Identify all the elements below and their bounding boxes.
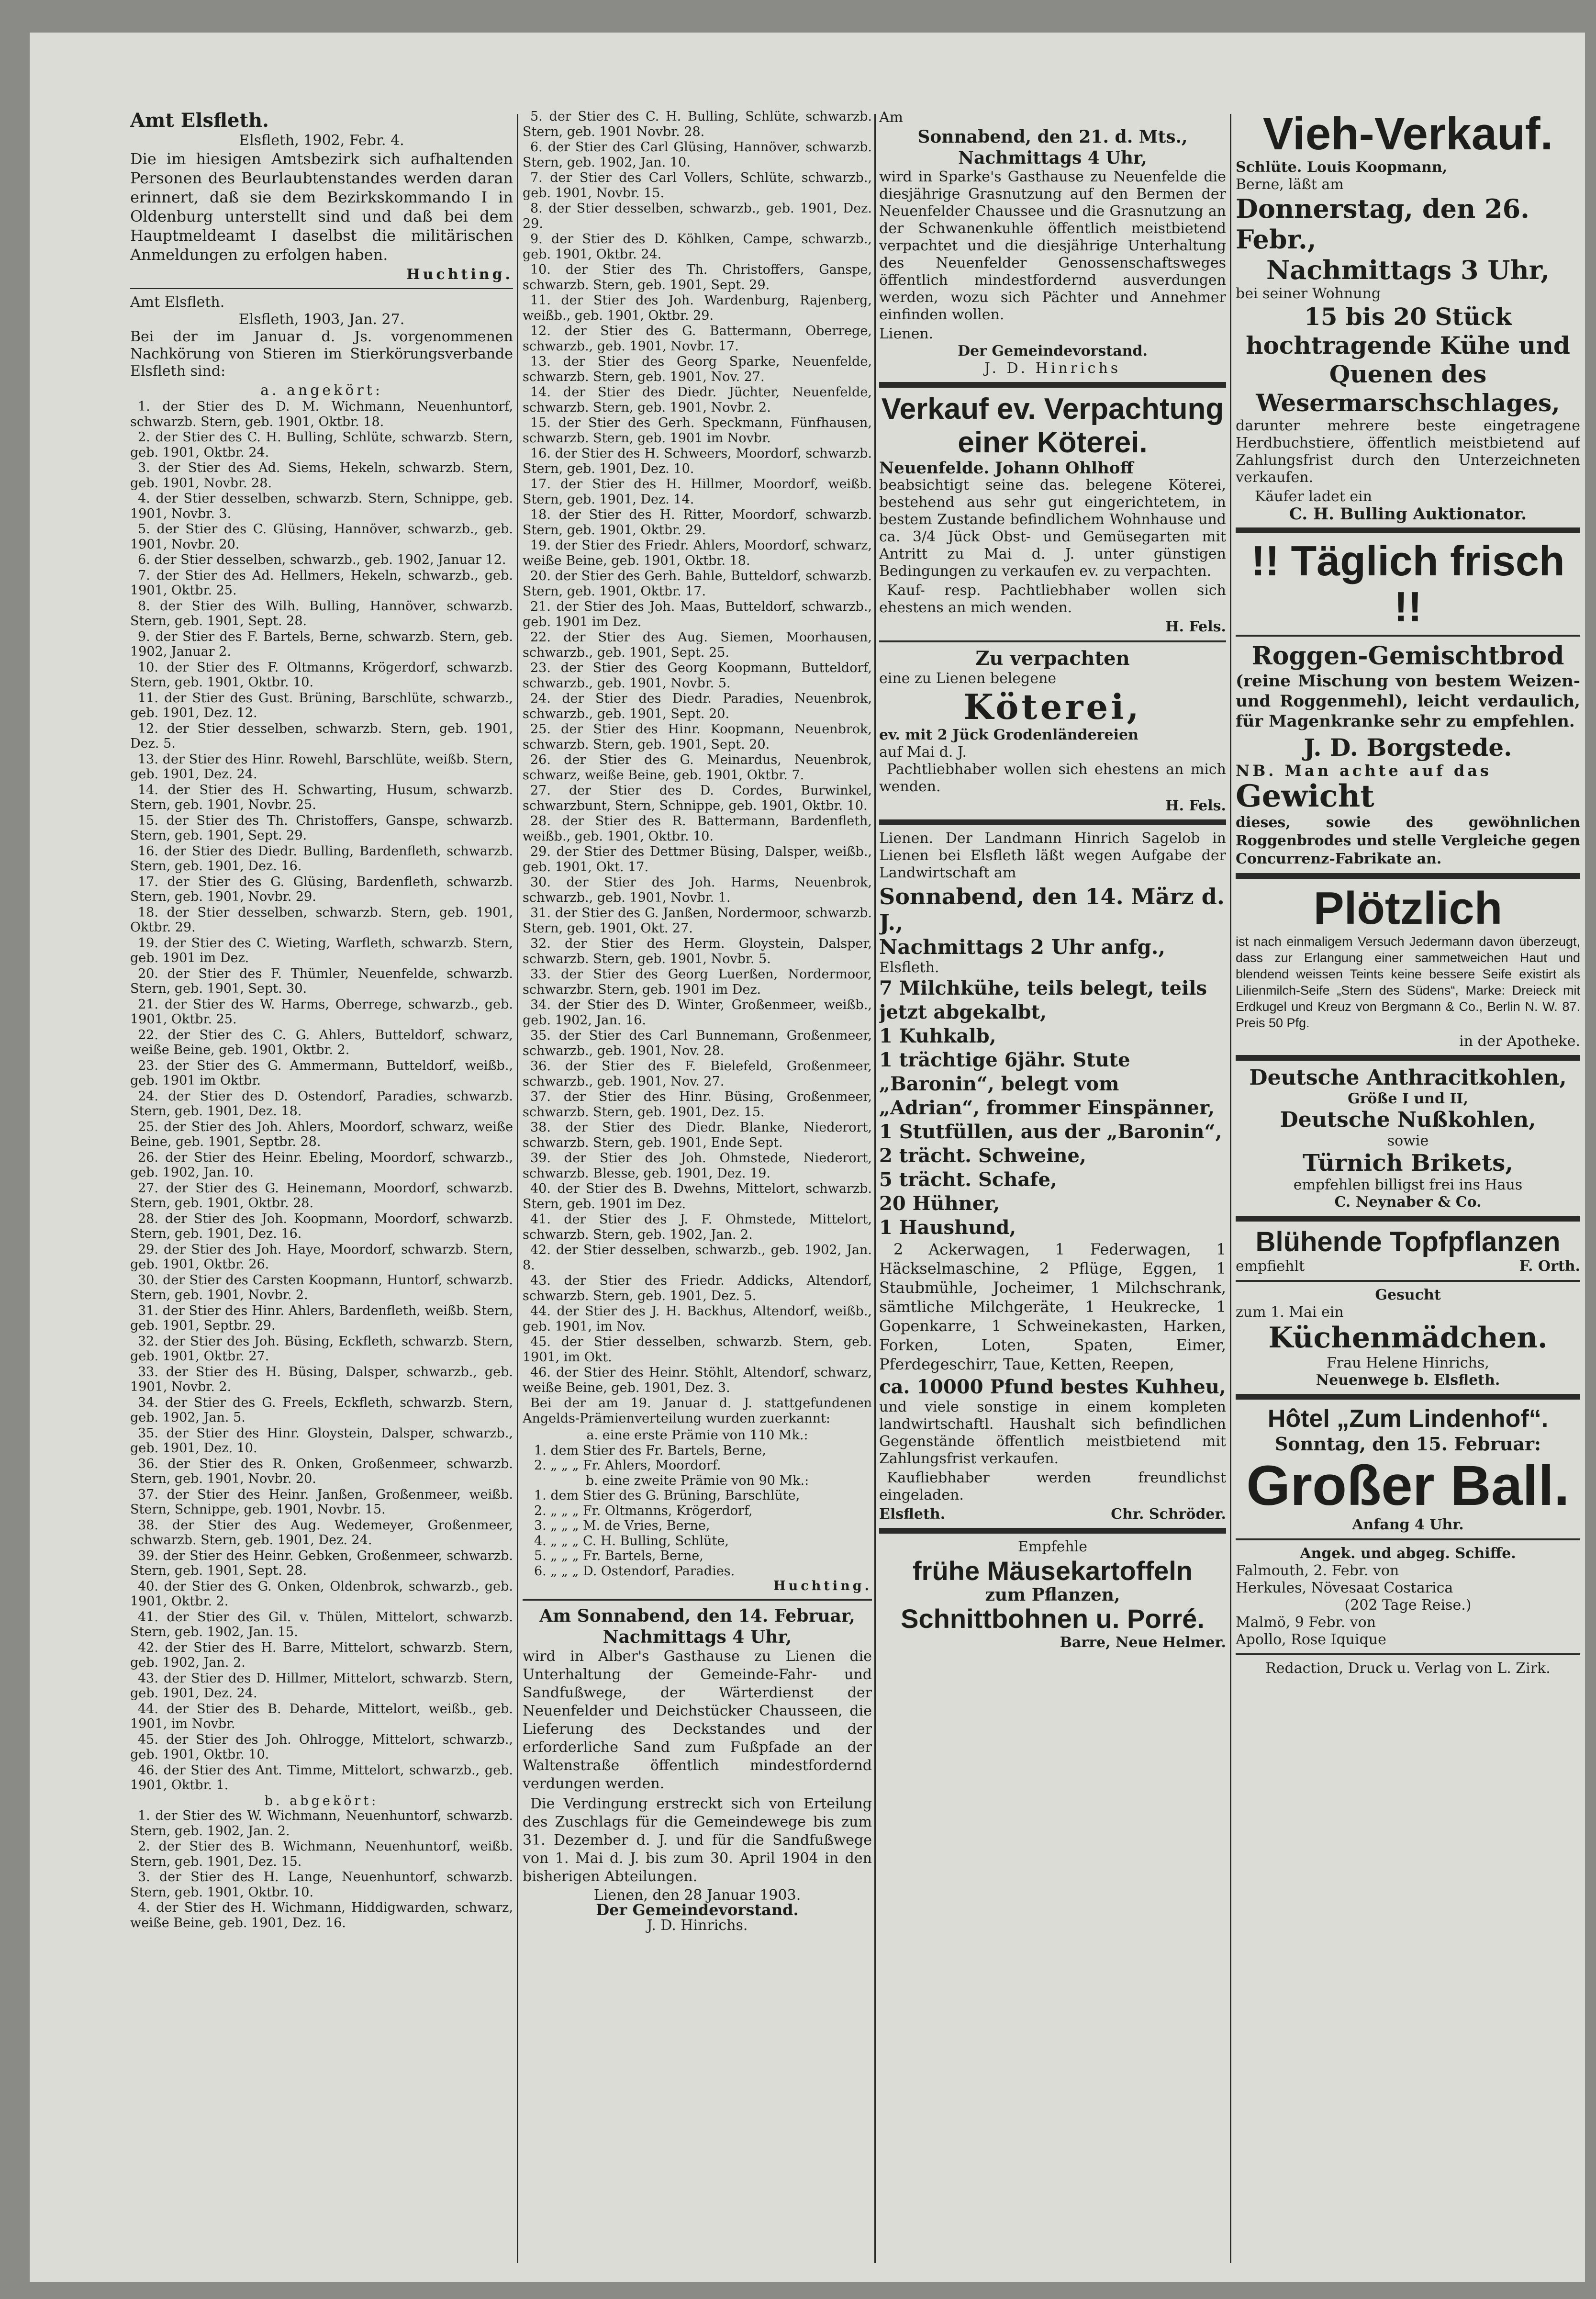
list-item: 14. der Stier des Diedr. Jüchter, Neuenfelde, schwarzb. Stern, geb. 1901, Novbr. 2.	[523, 385, 872, 415]
signature: H. Fels.	[1165, 618, 1226, 635]
ad-title-taeglich-frisch: !! Täglich frisch !!	[1251, 537, 1565, 630]
list-item: 18. der Stier des H. Ritter, Moordorf, schwarzb. Stern, geb. 1901, Oktbr. 29.	[523, 507, 872, 538]
list-item: 21. der Stier des W. Harms, Oberrege, schwarzb., geb. 1901, Oktbr. 25.	[130, 997, 513, 1027]
list-item: 29. der Stier des Dettmer Büsing, Dalsper, weißb., geb. 1901, Okt. 17.	[523, 844, 872, 875]
ad-nb: NB. Man achte auf das	[1236, 762, 1492, 780]
ad-sub: eine zu Lienen belegene	[879, 670, 1057, 687]
list-item: 44. der Stier des J. H. Backhus, Altendorf, weißb., geb. 1901, im Nov.	[523, 1304, 872, 1334]
signature: J. D. Hinrichs	[984, 360, 1121, 377]
list-item: 38. der Stier des Aug. Wedemeyer, Großenmeer, schwarzb. Stern, geb. 1901, Dez. 24.	[130, 1517, 513, 1548]
ad-title-vieh-verkauf: Vieh-Verkauf.	[1262, 109, 1553, 159]
list-item: 1 Stutfüllen, aus der „Baronin“,	[879, 1121, 1222, 1143]
signature: Chr. Schröder.	[1111, 1506, 1226, 1523]
list-item: 27. der Stier des D. Cordes, Burwinkel, schwarzbunt, Stern, Schnippe, geb. 1901, Oktbr. 10.	[523, 783, 872, 813]
list-item: 28. der Stier des Joh. Koopmann, Moordorf, schwarzb. Stern, geb. 1901, Dez. 16.	[130, 1211, 513, 1241]
list-item: 7 Milchkühe, teils belegt, teils jetzt abgekalbt,	[879, 977, 1207, 1023]
divider	[1236, 1216, 1580, 1222]
divider	[879, 382, 1226, 388]
list-item: 32. der Stier des Joh. Büsing, Eckfleth, schwarzb. Stern, geb. 1901, Oktbr. 27.	[130, 1334, 513, 1364]
list-item: 22. der Stier des C. G. Ahlers, Butteldorf, schwarz, weiße Beine, geb. 1901, Oktbr. 2.	[130, 1027, 513, 1057]
list-item: 8. der Stier des Wilh. Bulling, Hannöver, schwarzb. Stern, geb. 1901, Sept. 28.	[130, 598, 513, 628]
ad-pre: Am	[879, 109, 904, 126]
auction-lot: 15 bis 20 Stück hochtragende Kühe und Quenen des Wesermarschschlages,	[1246, 303, 1570, 417]
dateline: Elsfleth, 1902, Febr. 4.	[239, 132, 404, 149]
list-item: 46. der Stier des Heinr. Stöhlt, Altendorf, schwarz, weiße Beine, geb. 1901, Dez. 3.	[523, 1365, 872, 1395]
ad-sub: zum Pflanzen,	[985, 1585, 1120, 1605]
notice-intro: Bei der im Januar d. Js. vorgenommenen Nachkörung von Stieren im Stierkörungsverbande Elsfleth sind:	[130, 328, 513, 380]
list-item: 20 Hühner,	[879, 1192, 1000, 1215]
ad-title-koeterei-lease: Köterei,	[963, 686, 1142, 727]
ships-row: Apollo, Rose Iquique	[1236, 1631, 1386, 1648]
ships-row: Falmouth, 2. Febr. von	[1236, 1562, 1399, 1579]
list-item: 15. der Stier des Gerh. Speckmann, Fünfhausen, schwarzb. Stern, geb. 1901 im Novbr.	[523, 415, 872, 446]
list-item: 29. der Stier des Joh. Haye, Moordorf, schwarzb. Stern, geb. 1901, Oktbr. 26.	[130, 1242, 513, 1272]
column-rule-2	[874, 114, 876, 2263]
list-item: 4. der Stier des H. Wichmann, Hiddigwarden, schwarz, weiße Beine, geb. 1901, Dez. 16.	[130, 1900, 513, 1930]
list-item: 32. der Stier des Herm. Gloystein, Dalsper, schwarzb. Stern, geb. 1901, Novbr. 5.	[523, 936, 872, 966]
list-item: 4. der Stier desselben, schwarzb. Stern, Schnippe, geb. 1901, Novbr. 3.	[130, 491, 513, 521]
list-item: 42. der Stier desselben, schwarzb., geb. 1902, Jan. 8.	[523, 1243, 872, 1273]
list-item: 10. der Stier des Th. Christoffers, Ganspe, schwarzb. Stern, geb. 1901, Sept. 29.	[523, 262, 872, 292]
list-item: 13. der Stier des Hinr. Rowehl, Barschlüte, weißb. Stern, geb. 1901, Dez. 24.	[130, 751, 513, 782]
list-item: 13. der Stier des Georg Sparke, Neuenfelde, schwarzb. Stern, geb. 1901, Nov. 27.	[523, 354, 872, 384]
amt-heading: Amt Elsfleth.	[130, 109, 269, 132]
ad-body: wird in Sparke's Gasthause zu Neuenfelde die diesjährige Grasnutzung auf den Bermen der Neuenfelder Chaussee und die Grasnutzung an der Schwanenkuhle öffentlich meistbietend verpachtet und die diesjährige Unterhaltung des Neuenfelder Genossenschaftsweges öffentlich mindestfordernd ausverdungen werden, wozu sich Pächter und Annehmer einfinden wollen.	[879, 168, 1226, 323]
auction-small-items: 2 Ackerwagen, 1 Federwagen, 1 Häckselmaschine, 2 Pflüge, Eggen, 1 Staubmühle, Jocheimer, 1 Milchschrank, sämtliche Milchgeräte, 1 Heukrecke, 1 Gopenkarre, 1 Schweinekasten, Harken, Forken, Loten, Spaten, Eimer, Pferdegeschirr, Taue, Ketten, Reepen,	[879, 1240, 1226, 1373]
list-item: 35. der Stier des Carl Bunnemann, Großenmeer, schwarzb., geb. 1901, Nov. 28.	[523, 1028, 872, 1058]
ad-place: Lienen.	[879, 325, 934, 342]
list-item: 4. „ „ „ C. H. Bulling, Schlüte,	[534, 1533, 729, 1548]
ad-coal-line: Deutsche Anthracitkohlen,	[1249, 1065, 1567, 1090]
ad-lead: Berne, läßt am	[1236, 176, 1344, 193]
ad-sub: zum 1. Mai ein	[1236, 1304, 1344, 1321]
ad-coal-sub: sowie	[1387, 1133, 1429, 1149]
list-item: 37. der Stier des Hinr. Büsing, Großenmeer, schwarzb. Stern, geb. 1901, Dez. 15.	[523, 1089, 872, 1120]
list-item: 30. der Stier des Carsten Koopmann, Huntorf, schwarzb. Stern, geb. 1901, Novbr. 2.	[130, 1272, 513, 1302]
auction-time: Nachmittags 2 Uhr anfg.,	[879, 935, 1165, 959]
list-item: 5. „ „ „ Fr. Bartels, Berne,	[534, 1548, 703, 1563]
notice-body: Die Verdingung erstreckt sich von Erteilung des Zuschlags für die Gemeindewege bis zum 31. Dezember d. J. und für die Sandfußwege von 1. Mai d. J. bis zum 30. April 1904 in den bisherigen Abteilungen.	[523, 1795, 872, 1885]
list-item: 12. der Stier desselben, schwarzb. Stern, geb. 1901, Dez. 5.	[130, 721, 513, 751]
column-2	[523, 109, 872, 2263]
list-item: 6. der Stier desselben, schwarzb., geb. 1902, Januar 12.	[138, 552, 506, 567]
list-item: 3. der Stier des H. Lange, Neuenhuntorf, schwarzb. Stern, geb. 1901, Oktbr. 10.	[130, 1870, 513, 1900]
divider	[130, 288, 513, 289]
list-item: 5 trächt. Schafe,	[879, 1168, 1057, 1191]
list-item: 41. der Stier des J. F. Ohmstede, Mittelort, schwarzb. Stern, geb. 1902, Jan. 2.	[523, 1212, 872, 1242]
list-item: 24. der Stier des Diedr. Paradies, Neuenbrok, schwarzb., geb. 1901, Sept. 20.	[523, 691, 872, 721]
ad-title-topfpflanzen: Blühende Topfpflanzen	[1255, 1226, 1561, 1257]
list-item: 34. der Stier des D. Winter, Großenmeer, weißb., geb. 1902, Jan. 16.	[523, 998, 872, 1028]
ad-time: Nachmittags 4 Uhr,	[958, 148, 1147, 168]
list-item: 2. der Stier des B. Wichmann, Neuenhuntorf, weißb. Stern, geb. 1901, Dez. 15.	[130, 1839, 513, 1869]
section-heading: a. angekört:	[260, 382, 383, 399]
list-item: 2. „ „ „ Fr. Oltmanns, Krögerdorf,	[534, 1503, 753, 1518]
list-item: 45. der Stier des Joh. Ohlrogge, Mittelort, schwarzb., geb. 1901, Oktbr. 10.	[130, 1732, 513, 1762]
ad-body: Kaufliebhaber werden freundlichst eingeladen.	[879, 1469, 1226, 1503]
list-item: 23. der Stier des Georg Koopmann, Butteldorf, schwarzb., geb. 1901, Novbr. 5.	[523, 661, 872, 691]
list-item: 26. der Stier des G. Meinardus, Neuenbrok, schwarz, weiße Beine, geb. 1901, Oktbr. 7.	[523, 752, 872, 783]
list-item: 43. der Stier des D. Hillmer, Mittelort, schwarzb. Stern, geb. 1901, Dez. 24.	[130, 1671, 513, 1701]
ad-place: Elsfleth.	[879, 1506, 946, 1523]
divider	[1236, 873, 1580, 879]
divider	[1236, 635, 1580, 637]
list-item: 7. der Stier des Ad. Hellmers, Hekeln, schwarzb., geb. 1901, Oktbr. 25.	[130, 568, 513, 598]
ad-lead: Schlüte. Louis Koopmann,	[1236, 159, 1448, 176]
auction-items	[879, 976, 1226, 1240]
ships-row: Herkules, Növesaat Costarica	[1236, 1580, 1453, 1596]
ships-row: Malmö, 9 Febr. von	[1236, 1614, 1376, 1631]
list-item: 43. der Stier des Friedr. Addicks, Altendorf, schwarzb. Stern, geb. 1901, Dez. 5.	[523, 1273, 872, 1303]
list-item: 40. der Stier des G. Onken, Oldenbrok, schwarzb., geb. 1901, Oktbr. 2.	[130, 1579, 513, 1609]
list-item: 11. der Stier des Gust. Brüning, Barschlüte, schwarzb., geb. 1901, Dez. 12.	[130, 690, 513, 720]
list-item: 5. der Stier des C. Glüsing, Hannöver, schwarzb., geb. 1901, Novbr. 20.	[130, 522, 513, 552]
ad-title-koeterei-sale: Verkauf ev. Verpachtung einer Köterei.	[881, 393, 1224, 459]
signature: C. Neynaber & Co.	[1334, 1194, 1482, 1211]
ad-title-beans: Schnittbohnen u. Porré.	[901, 1604, 1205, 1634]
ships-heading: Angek. und abgeg. Schiffe.	[1300, 1545, 1516, 1562]
ad-body: ist nach einmaligem Versuch Jedermann davon überzeugt, dass zur Erlangung einer sammetweichen Haut und blendend weissen Teints keine bessere Seife existirt als Lilienmilch-Seife „Stern des Südens“, Marke: Dreieck mit Erdkugel und Kreuz von Bergmann & Co., Berlin N. W. 87. Preis 50 Pfg.	[1236, 934, 1580, 1030]
ad-contact: Neuenwege b. Elsfleth.	[1316, 1372, 1500, 1389]
list-item: 10. der Stier des F. Oltmanns, Krögerdorf, schwarzb. Stern, geb. 1901, Oktbr. 10.	[130, 660, 513, 690]
praemie-heading: a. eine erste Prämie von 110 Mk.:	[586, 1428, 808, 1443]
list-item: 42. der Stier des H. Barre, Mittelort, schwarzb. Stern, geb. 1902, Jan. 2.	[130, 1640, 513, 1670]
list-item: 14. der Stier des H. Schwarting, Husum, schwarzb. Stern, geb. 1901, Novbr. 25.	[130, 782, 513, 812]
signature: J. D. Hinrichs.	[647, 1917, 748, 1934]
list-item: 25. der Stier des Hinr. Koopmann, Neuenbrok, schwarzb. Stern, geb. 1901, Sept. 20.	[523, 722, 872, 752]
list-item: 18. der Stier desselben, schwarzb. Stern, geb. 1901, Oktbr. 29.	[130, 905, 513, 935]
auction-date: Sonnabend, den 14. März d. J.,	[879, 884, 1225, 935]
list-item: 31. der Stier des Hinr. Ahlers, Bardenfleth, weißb. Stern, geb. 1901, Septbr. 29.	[130, 1303, 513, 1333]
auction-time: Nachmittags 3 Uhr,	[1266, 255, 1550, 285]
list-item: 27. der Stier des G. Heinemann, Moordorf, schwarzb. Stern, geb. 1901, Oktbr. 28.	[130, 1180, 513, 1211]
list-item: 1 trächtige 6jähr. Stute „Baronin“, belegt vom „Adrian“, frommer Einspänner,	[879, 1049, 1215, 1119]
list-item: 9. der Stier des F. Bartels, Berne, schwarzb. Stern, geb. 1902, Januar 2.	[130, 629, 513, 659]
signature: C. H. Bulling Auktionator.	[1289, 505, 1527, 524]
ad-body: Kauf- resp. Pachtliebhaber wollen sich ehestens an mich wenden.	[879, 582, 1226, 616]
list-item: 36. der Stier des R. Onken, Großenmeer, schwarzb. Stern, geb. 1901, Novbr. 20.	[130, 1456, 513, 1486]
list-item: 44. der Stier des B. Deharde, Mittelort, weißb., geb. 1901, im Novbr.	[130, 1701, 513, 1731]
ad-title-grosser-ball: Großer Ball.	[1246, 1454, 1570, 1517]
ad-body: dieses, sowie des gewöhnlichen Roggenbrodes und stelle Vergleiche gegen Concurrenz-Fabrikate an.	[1236, 814, 1580, 867]
list-item: 1 Kuhkalb,	[879, 1025, 996, 1047]
divider	[1236, 1538, 1580, 1540]
ad-lead: Neuenfelde. Johann Ohlhoff	[879, 459, 1134, 478]
list-item: 7. der Stier des Carl Vollers, Schlüte, schwarzb., geb. 1901, Novbr. 15.	[523, 170, 872, 201]
divider	[1236, 1055, 1580, 1061]
list-item: 8. der Stier desselben, schwarzb., geb. 1901, Dez. 29.	[523, 201, 872, 231]
ad-body: (reine Mischung von bestem Weizen- und Roggenmehl), leicht verdaulich, für Magenkranke sehr zu empfehlen.	[1236, 672, 1580, 731]
list-item: 22. der Stier des Aug. Siemen, Moorhausen, schwarzb., geb. 1901, Sept. 25.	[523, 630, 872, 660]
list-item: 1 Haushund,	[879, 1216, 1016, 1239]
divider	[879, 640, 1226, 642]
ad-heading: Gesucht	[1375, 1287, 1441, 1303]
ad-body: beabsichtigt seine das. belegene Köterei, bestehend aus sehr gut eingerichtetem, in bestem Zustande befindlichem Wohnhause und ca. 3/4 Jück Obst- und Gemüsegarten mit Antritt zu Mai d. J. unter günstigen Bedingungen zu verkaufen ev. zu verpachten.	[879, 477, 1226, 580]
list-item: 19. der Stier des Friedr. Ahlers, Moordorf, schwarz, weiße Beine, geb. 1901, Oktbr. 18.	[523, 538, 872, 568]
list-item: 11. der Stier des Joh. Wardenburg, Rajenberg, weißb., geb. 1901, Oktbr. 29.	[523, 293, 872, 323]
praemie-heading: b. eine zweite Prämie von 90 Mk.:	[585, 1473, 809, 1488]
list-item: 39. der Stier des Heinr. Gebken, Großenmeer, schwarzb. Stern, geb. 1901, Sept. 28.	[130, 1548, 513, 1578]
signature: J. D. Borgstede.	[1304, 733, 1512, 762]
divider	[1236, 527, 1580, 533]
divider	[1236, 1394, 1580, 1400]
list-item: 17. der Stier des G. Glüsing, Bardenfleth, schwarzb. Stern, geb. 1901, Novbr. 29.	[130, 874, 513, 904]
ad-row	[1236, 1258, 1580, 1275]
signature: H. Fels.	[1165, 797, 1226, 814]
list-item: 28. der Stier des R. Battermann, Bardenfleth, weißb., geb. 1901, Oktbr. 10.	[523, 814, 872, 844]
auction-place: bei seiner Wohnung	[1236, 285, 1381, 302]
divider	[1236, 1280, 1580, 1282]
signature: Barre, Neue Helmer.	[1060, 1634, 1226, 1651]
list-item: 2. „ „ „ Fr. Ahlers, Moordorf.	[534, 1458, 721, 1473]
ad-pre: Empfehle	[1017, 1538, 1088, 1555]
amt-heading: Amt Elsfleth.	[130, 294, 225, 311]
notice-time: Nachmittags 4 Uhr,	[603, 1626, 792, 1647]
divider	[523, 1599, 872, 1601]
dateline: Lienen, den 28 Januar 1903.	[593, 1886, 801, 1904]
auction-hay: ca. 10000 Pfund bestes Kuhheu,	[879, 1376, 1226, 1398]
list-item: 20. der Stier des Gerh. Bahle, Butteldorf, schwarzb. Stern, geb. 1901, Oktbr. 17.	[523, 569, 872, 599]
imprint: Redaction, Druck u. Verlag von L. Zirk.	[1265, 1660, 1551, 1677]
divider	[1236, 1653, 1580, 1655]
newspaper-page	[30, 33, 1585, 2282]
list-item: 17. der Stier des H. Hillmer, Moordorf, weißb. Stern, geb. 1901, Dez. 14.	[523, 477, 872, 507]
ad-body: auf Mai d. J.	[879, 744, 967, 761]
ad-pre: empfiehlt	[1236, 1258, 1305, 1275]
ad-coal-line: Deutsche Nußkohlen,	[1280, 1108, 1536, 1132]
signature: Huchting.	[406, 266, 513, 283]
ad-time: Anfang 4 Uhr.	[1352, 1516, 1464, 1533]
ad-date: Sonntag, den 15. Februar:	[1274, 1433, 1541, 1455]
auction-date: Donnerstag, den 26. Febr.,	[1236, 193, 1529, 255]
ad-contact: Frau Helene Hinrichs,	[1327, 1355, 1489, 1371]
list-item: 33. der Stier des H. Büsing, Dalsper, schwarzb., geb. 1901, Novbr. 2.	[130, 1364, 513, 1394]
list-item: 36. der Stier des F. Bielefeld, Großenmeer, schwarzb., geb. 1901, Nov. 27.	[523, 1059, 872, 1089]
list-item: 1. der Stier des D. M. Wichmann, Neuenhuntorf, schwarzb. Stern, geb. 1901, Oktbr. 18.	[130, 399, 513, 429]
organisation: Der Gemeindevorstand.	[596, 1901, 799, 1919]
ad-heading: Sonnabend, den 21. d. Mts.,	[917, 127, 1188, 147]
notice-body: Die im hiesigen Amtsbezirk sich aufhaltenden Personen des Beurlaubtenstandes werden daran erinnert, daß sie dem Bezirkskommando I in Oldenburg unterstellt sind und daß bei dem Hauptmeldeamt I daselbst die militärischen Anmeldungen zu erfolgen haben.	[130, 150, 513, 264]
column-3	[879, 109, 1226, 2263]
ad-body: darunter mehrere beste eingetragene Herdbuchstiere, öffentlich meistbietend auf Zahlungsfrist durch den Unterzeichneten verkaufen.	[1236, 417, 1580, 486]
list-item: 40. der Stier des B. Dwehns, Mittelort, schwarzb. Stern, geb. 1901 im Dez.	[523, 1181, 872, 1211]
ad-body: ev. mit 2 Jück Grodenländereien	[879, 727, 1138, 743]
list-item: 16. der Stier des Diedr. Bulling, Bardenfleth, schwarzb. Stern, geb. 1901, Dez. 16.	[130, 843, 513, 874]
list-item: 5. der Stier des C. H. Bulling, Schlüte, schwarzb. Stern, geb. 1901 Novbr. 28.	[523, 109, 872, 139]
ad-coal-sub: Größe I und II,	[1348, 1090, 1468, 1107]
ad-title-potatoes: frühe Mäusekartoffeln	[913, 1556, 1193, 1586]
signature: Huchting.	[773, 1579, 872, 1593]
list-item: 3. der Stier des Ad. Siems, Hekeln, schwarzb. Stern, geb. 1901, Novbr. 28.	[130, 460, 513, 491]
ad-foot: in der Apotheke.	[1459, 1033, 1580, 1050]
list-item: 30. der Stier des Joh. Harms, Neuenbrok, schwarzb., geb. 1901, Novbr. 1.	[523, 875, 872, 905]
notice-body: wird in Alber's Gasthause zu Lienen die Unterhaltung der Gemeinde-Fahr- und Sandfußwege, der Wärterdienst der Neuenfelder und Deichstücker Chausseen, die Lieferung des Deckstandes und der erforderliche Sand zum Fußpfade an der Waltenstraße öffentlich mindestfordernd verdungen werden.	[523, 1648, 872, 1792]
list-item: 2 trächt. Schweine,	[879, 1144, 1086, 1167]
list-item: 37. der Stier des Heinr. Janßen, Großenmeer, weißb. Stern, Schnippe, geb. 1901, Novbr. 15.	[130, 1487, 513, 1517]
column-rule-1	[517, 114, 518, 2263]
column-4	[1236, 109, 1580, 2263]
list-item: 38. der Stier des Diedr. Blanke, Niederort, schwarzb. Stern, geb. 1901, Ende Sept.	[523, 1120, 872, 1150]
ad-heading: Roggen-Gemischtbrod	[1251, 641, 1564, 671]
column-rule-3	[1230, 114, 1231, 2263]
list-item: 9. der Stier des D. Köhlken, Campe, schwarzb., geb. 1901, Oktbr. 24.	[523, 232, 872, 262]
ad-title-kuechenmaedchen: Küchenmädchen.	[1268, 1321, 1548, 1355]
list-item: 20. der Stier des F. Thümler, Neuenfelde, schwarzb. Stern, geb. 1901, Sept. 30.	[130, 966, 513, 996]
ad-title-ploetzlich: Plötzlich	[1313, 883, 1503, 934]
list-item: 1. der Stier des W. Wichmann, Neuenhuntorf, schwarzb. Stern, geb. 1902, Jan. 2.	[130, 1808, 513, 1839]
auction-place: Elsfleth.	[879, 959, 939, 976]
divider	[879, 1528, 1226, 1534]
list-item: 39. der Stier des Joh. Ohmstede, Niederort, schwarzb. Blesse, geb. 1901, Dez. 19.	[523, 1151, 872, 1181]
column-1	[130, 109, 513, 2263]
signature: F. Orth.	[1519, 1258, 1580, 1275]
list-item: 16. der Stier des H. Schweers, Moordorf, schwarzb. Stern, geb. 1901, Dez. 10.	[523, 446, 872, 476]
ad-heading: Zu verpachten	[975, 647, 1130, 670]
list-item: 46. der Stier des Ant. Timme, Mittelort, schwarzb., geb. 1901, Oktbr. 1.	[130, 1762, 513, 1793]
praemien-intro: Bei der am 19. Januar d. J. stattgefundenen Angelds-Prämienverteilung wurden zuerkannt:	[523, 1396, 872, 1426]
notice-heading: Am Sonnabend, den 14. Februar,	[539, 1605, 855, 1626]
ad-coal-line: Türnich Brikets,	[1303, 1150, 1513, 1177]
ad-body: Pachtliebhaber wollen sich ehestens an mich wenden.	[879, 761, 1226, 795]
entry-list	[130, 399, 513, 1930]
list-item: 6. „ „ „ D. Ostendorf, Paradies.	[534, 1563, 735, 1579]
section-heading: b. abgekört:	[264, 1793, 379, 1808]
list-item: 24. der Stier des D. Ostendorf, Paradies, schwarzb. Stern, geb. 1901, Dez. 18.	[130, 1088, 513, 1119]
list-item: 6. der Stier des Carl Glüsing, Hannöver, schwarzb. Stern, geb. 1902, Jan. 10.	[523, 140, 872, 170]
list-item: 41. der Stier des Gil. v. Thülen, Mittelort, schwarzb. Stern, geb. 1902, Jan. 15.	[130, 1609, 513, 1639]
ships-row: (202 Tage Reise.)	[1344, 1597, 1472, 1614]
organisation: Der Gemeindevorstand.	[958, 343, 1148, 359]
ad-nb-emphasis: Gewicht	[1236, 778, 1374, 814]
list-item: 2. der Stier des C. H. Bulling, Schlüte, schwarzb. Stern, geb. 1901, Oktbr. 24.	[130, 430, 513, 460]
list-item: 45. der Stier desselben, schwarzb. Stern, geb. 1901, im Okt.	[523, 1335, 872, 1365]
list-item: 23. der Stier des G. Ammermann, Butteldorf, weißb., geb. 1901 im Oktbr.	[130, 1058, 513, 1088]
list-item: 1. dem Stier des G. Brüning, Barschlüte,	[534, 1488, 800, 1503]
list-item: 12. der Stier des G. Battermann, Oberrege, schwarzb., geb. 1901, Novbr. 17.	[523, 324, 872, 354]
signature-row	[879, 1506, 1226, 1523]
ad-body: Käufer ladet ein	[1255, 488, 1373, 505]
list-item: 1. dem Stier des Fr. Bartels, Berne,	[534, 1443, 766, 1458]
list-item: 35. der Stier des Hinr. Gloystein, Dalsper, schwarzb., geb. 1901, Dez. 10.	[130, 1425, 513, 1456]
list-item: 19. der Stier des C. Wieting, Warfleth, schwarzb. Stern, geb. 1901 im Dez.	[130, 935, 513, 965]
list-item: 31. der Stier des G. Janßen, Nordermoor, schwarzb. Stern, geb. 1901, Okt. 27.	[523, 906, 872, 936]
ad-body: und viele sonstige in einem kompleten landwirtschaftl. Haushalt sich befindlichen Gegenstände öffentlich meistbietend mit Zahlungsfrist verkaufen.	[879, 1399, 1226, 1467]
list-item: 34. der Stier des G. Freels, Eckfleth, schwarzb. Stern, geb. 1902, Jan. 5.	[130, 1395, 513, 1425]
list-item: 3. „ „ „ M. de Vries, Berne,	[534, 1518, 710, 1533]
ad-title-lindenhof: Hôtel „Zum Lindenhof“.	[1267, 1405, 1549, 1433]
list-item: 25. der Stier des Joh. Ahlers, Moordorf, schwarz, weiße Beine, geb. 1901, Septbr. 28.	[130, 1119, 513, 1149]
ad-lead: Lienen. Der Landmann Hinrich Sagelob in Lienen bei Elsfleth läßt wegen Aufgabe der Landwirtschaft am	[879, 830, 1226, 881]
divider	[879, 819, 1226, 825]
list-item: 33. der Stier des Georg Luerßen, Nordermoor, schwarzbr. Stern, geb. 1901 im Dez.	[523, 967, 872, 997]
list-item: 15. der Stier des Th. Christoffers, Ganspe, schwarzb. Stern, geb. 1901, Sept. 29.	[130, 813, 513, 843]
ad-body: empfehlen billigst frei ins Haus	[1293, 1177, 1523, 1193]
list-item: 21. der Stier des Joh. Maas, Butteldorf, schwarzb., geb. 1901 im Dez.	[523, 599, 872, 629]
dateline: Elsfleth, 1903, Jan. 27.	[238, 311, 405, 328]
list-item: 26. der Stier des Heinr. Ebeling, Moordorf, schwarzb., geb. 1902, Jan. 10.	[130, 1150, 513, 1180]
